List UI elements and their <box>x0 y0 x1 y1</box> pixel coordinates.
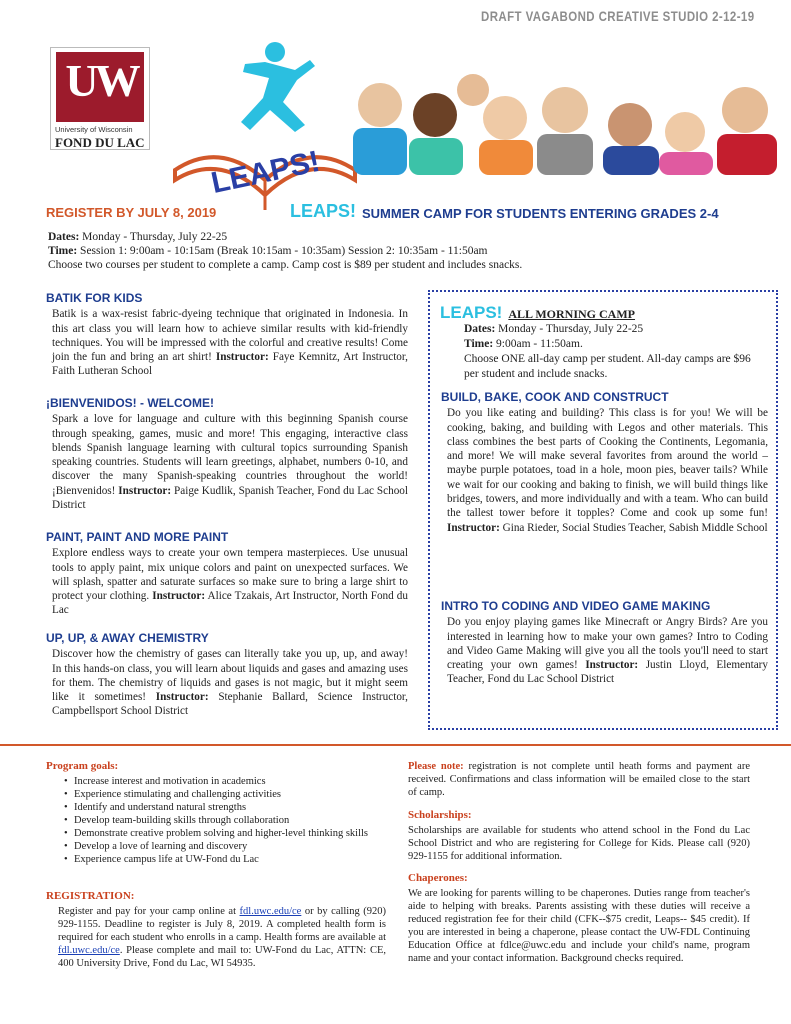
goal-item: • Develop team-building skills through collaboration <box>64 814 386 827</box>
morning-note: Choose ONE all-day camp per student. All-day camps are $96 per student and include snacks. <box>464 353 751 380</box>
leaps-title: LEAPS! <box>290 201 357 221</box>
goal-item: • Develop a love of learning and discovery <box>64 840 386 853</box>
time-line: Time: Session 1: 9:00am - 10:15am (Break 10:15am - 10:35am) Session 2: 10:35am - 11:50am <box>48 245 488 257</box>
scholarships-title: Scholarships: <box>408 809 472 821</box>
scholarships-text: Scholarships are available for students who attend school in the Fond du Lac School District and who are registering for College for Kids. Please call (920) 929-1155 for additional information. <box>408 825 750 862</box>
course-description: Discover how the chemistry of gases can literally take you up, up, and away! In this hands-on class, you will learn about liquids and gases and amazing uses for them. The chemistry of liquids and gases is not magic, but it might seem like it sometimes! Instructor: Stephanie Ballard, Science Instructor, Campbellsport School District <box>52 648 408 718</box>
kids-photo <box>345 40 791 175</box>
registration-title: REGISTRATION: <box>46 890 135 902</box>
course-title: ¡BIENVENIDOS! - WELCOME! <box>46 396 214 410</box>
dates-line: Dates: Monday - Thursday, July 22-25 <box>48 231 228 243</box>
all-morning-camp-header <box>440 303 635 323</box>
please-note-text: Please note: registration is not complete until heath forms and payment are received. Confirmations and class information will be emailed close to the start of camp. <box>408 761 751 798</box>
course-description: Do you like eating and building? This class is for you! We will be cooking, baking, and building with Legos and other materials. This class combines the best parts of Cooking the Continents, Legomania, and more! We will make several favorites from around the world – maybe purple potatoes, toad in a hole, moon pies, beaver tails? While we wait for our cooking and baking to finish, we will build things like bridges, towers, and more individually and with a team. Who can build the tallest tower before it topples? Come and cook up some fun! Instructor: Gina Rieder, Social Studies Teacher, Sabish Middle School <box>447 407 768 534</box>
course-build-bake <box>441 390 768 535</box>
course-title: BATIK FOR KIDS <box>46 291 143 305</box>
scholarships-section <box>408 809 750 863</box>
morning-camp-info <box>464 322 764 382</box>
course-batik <box>46 291 408 379</box>
logo-university: University of Wisconsin <box>55 125 133 134</box>
leaps-brand-text: LEAPS! <box>208 144 323 201</box>
course-title: UP, UP, & AWAY CHEMISTRY <box>46 631 209 645</box>
course-coding <box>441 599 768 687</box>
logo-mark: UW <box>65 55 137 106</box>
goals-title: Program goals: <box>46 760 119 772</box>
choose-line: Choose two courses per student to complete a camp. Camp cost is $89 per student and includes snacks. <box>48 259 523 271</box>
dates-line: Dates: Monday - Thursday, July 22-25 <box>464 323 644 335</box>
chaperones-text: We are looking for parents willing to be chaperones. Duties range from teacher's aide to helping with breaks. Parents assisting with these duties will receive a reduced registration fee for their child (CFK--$75 credit, Leaps-- $45 credit). If you are interested in being a chaperone, please contact the UW-FDL Continuing Education Office at fdlce@uwc.edu and include your child's name, program name and your contact information. Background checks required. <box>408 888 750 964</box>
course-title: PAINT, PAINT AND MORE PAINT <box>46 530 229 544</box>
registration-section <box>46 890 386 970</box>
chaperones-section <box>408 872 750 965</box>
camp-info <box>48 230 768 272</box>
child-figures <box>353 74 777 175</box>
draft-watermark: DRAFT VAGABOND CREATIVE STUDIO 2-12-19 <box>481 8 755 24</box>
goals-list <box>46 775 386 866</box>
registration-text: Register and pay for your camp online at fdl.uwc.edu/ce or by calling (920) 929-1155. Deadline to register is July 8, 2019. A completed health form is required for each student who enrolls in a camp. Health forms are available at fdl.uwc.edu/ce. Please complete and mail to: UW-Fond du Lac, ATTN: CE, 400 University Drive, Fond du Lac, WI 54935. <box>58 906 386 969</box>
program-goals <box>46 760 386 866</box>
goal-item: • Increase interest and motivation in academics <box>64 775 386 788</box>
jumping-figure-icon <box>241 42 315 132</box>
leaps-title: LEAPS! <box>440 303 503 322</box>
course-paint <box>46 530 408 618</box>
course-description: Batik is a wax-resist fabric-dyeing technique that originated in Indonesia. In this art class you will learn how to achieve similar results with kid-friendly techniques. You will be impressed with the colorful and creative results! Come join the fun and bring an art shirt! Instructor: Faye Kemnitz, Art Instructor, Faith Lutheran School <box>52 308 408 378</box>
goal-item: • Demonstrate creative problem solving and higher-level thinking skills <box>64 827 386 840</box>
course-chemistry <box>46 631 408 719</box>
goal-item: • Experience stimulating and challenging activities <box>64 788 386 801</box>
leaps-book-illustration <box>165 30 365 215</box>
course-description: Spark a love for language and culture with this beginning Spanish course through speaking, games, music and more! This engaging, interactive class blends Spanish language learning with cultural topics surrounding Spanish speaking countries. Students will learn greetings, alphabet, numbers 0-10, and discover the many Spanish-speaking countries throughout the world! ¡Bienvenidos! Instructor: Paige Kudlik, Spanish Teacher, Fond du Lac School District <box>52 413 408 512</box>
morning-camp-title: ALL MORNING CAMP <box>508 307 636 321</box>
course-title: INTRO TO CODING AND VIDEO GAME MAKING <box>441 599 711 613</box>
course-bienvenidos <box>46 396 408 512</box>
register-deadline: REGISTER BY JULY 8, 2019 <box>46 205 217 220</box>
camp-title: SUMMER CAMP FOR STUDENTS ENTERING GRADES 2-4 <box>362 206 719 221</box>
chaperones-title: Chaperones: <box>408 872 468 884</box>
goal-item: • Identify and understand natural strengths <box>64 801 386 814</box>
time-line: Time: 9:00am - 11:50am. <box>464 338 583 350</box>
course-description: Explore endless ways to create your own tempera masterpieces. Use unusual tools to apply paint, mix unique colors and paint on unexpected surfaces. We will splash, spatter and saturate surfaces so make sure to bring a large shirt to protect your clothing. Instructor: Alice Tzakais, Art Instructor, North Fond du Lac <box>52 547 408 617</box>
please-note-section <box>408 760 750 799</box>
health-form-link[interactable]: fdl.uwc.edu/ce <box>58 945 120 956</box>
uw-fond-du-lac-logo <box>50 47 150 150</box>
registration-link[interactable]: fdl.uwc.edu/ce <box>239 906 302 917</box>
course-title: BUILD, BAKE, COOK AND CONSTRUCT <box>441 390 669 404</box>
logo-campus: FOND DU LAC <box>55 135 145 150</box>
course-description: Do you enjoy playing games like Minecraft or Angry Birds? Are you interested in learning how to make your own games? Intro to Coding and Video Game Making will give you all the tools you'll need to start creating your own games! Instructor: Justin Lloyd, Elementary Teacher, Fond du Lac School District <box>447 616 768 686</box>
section-divider <box>0 744 791 746</box>
goal-item: • Experience campus life at UW-Fond du Lac <box>64 853 386 866</box>
